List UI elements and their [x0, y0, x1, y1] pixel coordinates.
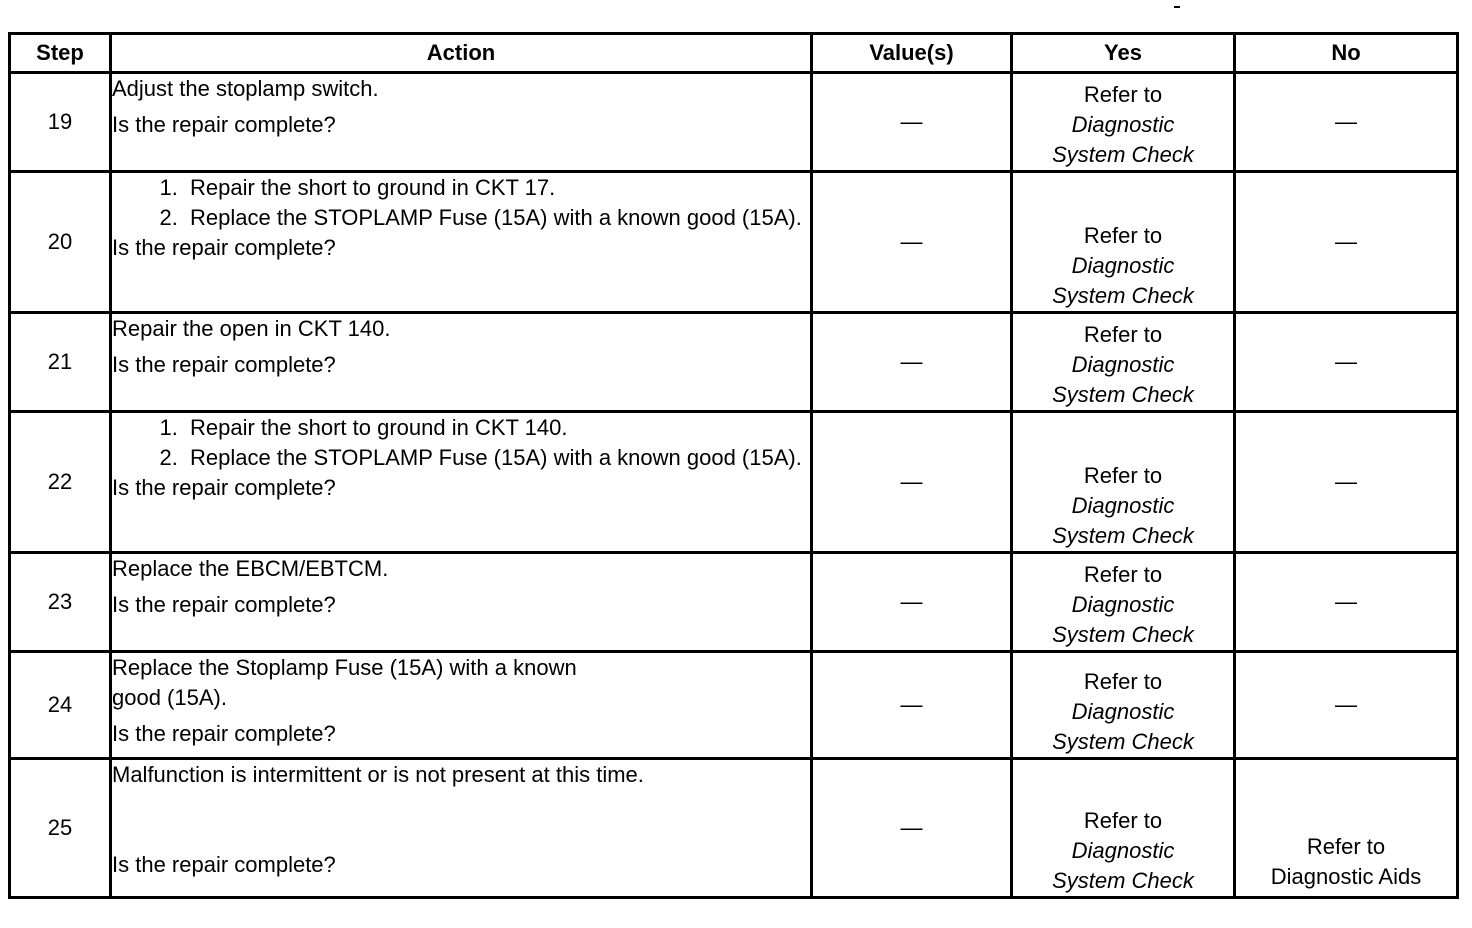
no-cell: — [1235, 412, 1458, 553]
value-cell: — [812, 412, 1012, 553]
action-question: Is the repair complete? [112, 112, 336, 137]
action-cell [111, 759, 812, 898]
action-cell [111, 172, 812, 313]
yes-cell [1012, 172, 1235, 313]
step-number: 25 [10, 759, 111, 898]
yes-link: System Check [1052, 523, 1194, 548]
action-cell [111, 652, 812, 759]
yes-link: Diagnostic [1071, 253, 1175, 278]
action-question: Is the repair complete? [112, 352, 336, 377]
step-number: 24 [10, 652, 111, 759]
value-cell: — [812, 652, 1012, 759]
action-cell [111, 553, 812, 652]
action-cell [111, 73, 812, 172]
yes-link: System Check [1052, 868, 1194, 893]
no-cell [1235, 759, 1458, 898]
action-text: Malfunction is intermittent or is not present at this time. [112, 762, 644, 787]
action-question: Is the repair complete? [112, 721, 336, 746]
yes-cell [1012, 553, 1235, 652]
no-cell: — [1235, 652, 1458, 759]
yes-link: System Check [1052, 142, 1194, 167]
yes-cell [1012, 759, 1235, 898]
action-list-item: 1. Repair the short to ground in CKT 140. [184, 413, 810, 443]
action-cell [111, 412, 812, 553]
yes-refer: Refer to [1083, 223, 1163, 248]
yes-cell [1012, 73, 1235, 172]
value-cell: — [812, 553, 1012, 652]
no-cell: — [1235, 553, 1458, 652]
yes-refer: Refer to [1083, 82, 1163, 107]
value-cell: — [812, 313, 1012, 412]
action-text: Adjust the stoplamp switch. [112, 76, 379, 101]
yes-link: System Check [1052, 622, 1194, 647]
action-list-item: 1. Repair the short to ground in CKT 17. [184, 173, 810, 203]
no-refer: Refer to [1306, 834, 1386, 859]
header-step: Step [10, 34, 111, 73]
scan-mark [1174, 6, 1180, 8]
value-cell: — [812, 73, 1012, 172]
header-no: No [1235, 34, 1458, 73]
yes-link: Diagnostic [1071, 112, 1175, 137]
value-cell: — [812, 172, 1012, 313]
header-action: Action [111, 34, 812, 73]
yes-link: System Check [1052, 729, 1194, 754]
no-cell: — [1235, 73, 1458, 172]
action-text: good (15A). [112, 685, 227, 710]
action-list-item: 2. Replace the STOPLAMP Fuse (15A) with a known good (15A). [184, 203, 810, 233]
yes-link: Diagnostic [1071, 352, 1175, 377]
action-question: Is the repair complete? [112, 475, 336, 500]
action-list [112, 413, 810, 473]
action-text: Repair the open in CKT 140. [112, 316, 391, 341]
yes-link: System Check [1052, 382, 1194, 407]
yes-refer: Refer to [1083, 322, 1163, 347]
diagnostic-table [8, 32, 1459, 899]
no-link: Diagnostic Aids [1270, 864, 1422, 889]
yes-link: System Check [1052, 283, 1194, 308]
step-number: 22 [10, 412, 111, 553]
table-row [10, 553, 1458, 652]
step-number: 19 [10, 73, 111, 172]
yes-refer: Refer to [1083, 808, 1163, 833]
table-row [10, 412, 1458, 553]
action-list-item: 2. Replace the STOPLAMP Fuse (15A) with a known good (15A). [184, 443, 810, 473]
action-text: Replace the EBCM/EBTCM. [112, 556, 389, 581]
action-question: Is the repair complete? [112, 592, 336, 617]
yes-refer: Refer to [1083, 562, 1163, 587]
header-yes: Yes [1012, 34, 1235, 73]
header-row [10, 34, 1458, 73]
action-cell [111, 313, 812, 412]
table-row [10, 313, 1458, 412]
step-number: 23 [10, 553, 111, 652]
value-cell: — [812, 759, 1012, 898]
action-list [112, 173, 810, 233]
table-row [10, 652, 1458, 759]
no-cell: — [1235, 172, 1458, 313]
yes-link: Diagnostic [1071, 493, 1175, 518]
yes-link: Diagnostic [1071, 838, 1175, 863]
step-number: 20 [10, 172, 111, 313]
yes-link: Diagnostic [1071, 592, 1175, 617]
yes-link: Diagnostic [1071, 699, 1175, 724]
yes-cell [1012, 652, 1235, 759]
action-question: Is the repair complete? [112, 852, 336, 877]
yes-cell [1012, 412, 1235, 553]
yes-refer: Refer to [1083, 463, 1163, 488]
step-number: 21 [10, 313, 111, 412]
yes-cell [1012, 313, 1235, 412]
no-cell: — [1235, 313, 1458, 412]
yes-refer: Refer to [1083, 669, 1163, 694]
table-row [10, 759, 1458, 898]
table-row [10, 73, 1458, 172]
header-values: Value(s) [812, 34, 1012, 73]
action-question: Is the repair complete? [112, 235, 336, 260]
action-text: Replace the Stoplamp Fuse (15A) with a known [112, 655, 577, 680]
table-row [10, 172, 1458, 313]
